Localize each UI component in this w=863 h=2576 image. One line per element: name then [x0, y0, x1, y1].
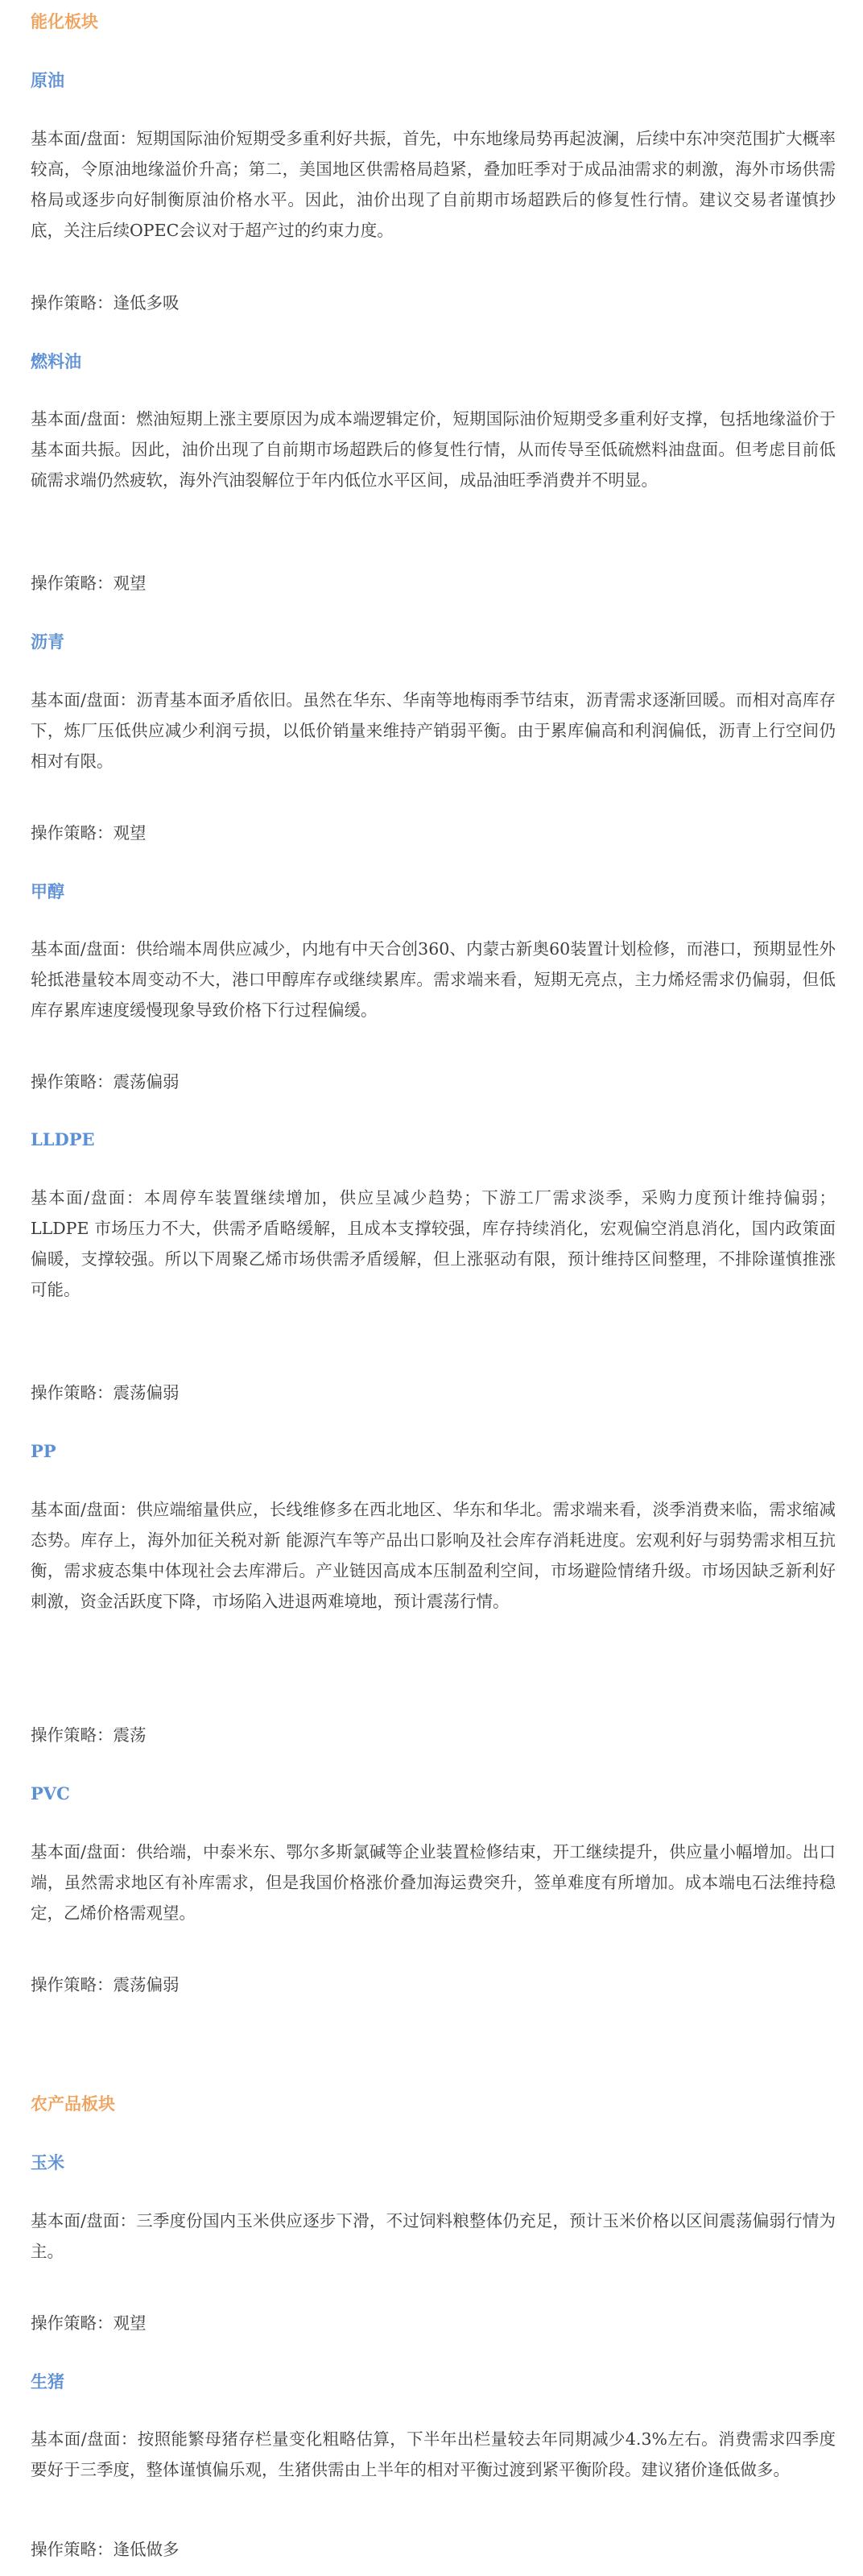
strategy-fuel-oil: 操作策略：观望: [31, 574, 147, 593]
category-pvc: PVC: [31, 1783, 70, 1804]
basis-asphalt: 基本面/盘面：沥青基本面矛盾依旧。虽然在华东、华南等地梅雨季节结束，沥青需求逐渐回暖。而相对高库存下，炼厂压低供应减少利润亏损，以低价销量来维持产销弱平衡。由于累库偏高和利润偏低，沥青上行空间仍相对有限。: [31, 690, 836, 771]
strategy-asphalt: 操作策略：观望: [31, 823, 147, 843]
category-lldpe: LLDPE: [31, 1129, 95, 1149]
basis-pp: 基本面/盘面：供应端缩量供应，长线维修多在西北地区、华东和华北。需求端来看，淡季消费来临，需求缩减态势。库存上，海外加征关税对新 能源汽车等产品出口影响及社会库存消耗进度。宏观利好与弱势需求相互抗衡，需求疲态集中体现社会去库滞后。产业链因高成本压制盈利空间，市场避险情绪升级。市场因缺乏新利好刺激，资金活跃度下降，市场陷入进退两难境地，预计震荡行情。: [31, 1500, 836, 1611]
category-hog: 生猪: [31, 2371, 64, 2392]
strategy-pp: 操作策略：震荡: [31, 1725, 147, 1745]
category-fuel-oil: 燃料油: [31, 351, 81, 371]
basis-lldpe: 基本面/盘面：本周停车装置继续增加，供应呈减少趋势；下游工厂需求淡季，采购力度预计维持偏弱；LLDPE 市场压力不大，供需矛盾略缓解，且成本支撑较强，库存持续消化，宏观偏空消息消化，国内政策面偏暖，支撑较强。所以下周聚乙烯市场供需矛盾缓解，但上涨驱动有限，预计维持区间整理，不排除谨慎推涨可能。: [31, 1188, 836, 1299]
strategy-lldpe: 操作策略：震荡偏弱: [31, 1383, 180, 1402]
strategy-crude-oil: 操作策略：逢低多吸: [31, 293, 180, 313]
strategy-corn: 操作策略：观望: [31, 2313, 147, 2333]
basis-pvc: 基本面/盘面：供给端，中泰米东、鄂尔多斯氯碱等企业装置检修结束，开工继续提升，供应量小幅增加。出口端，虽然需求地区有补库需求，但是我国价格涨价叠加海运费突升，签单难度有所增加。成本端电石法维持稳定，乙烯价格需观望。: [31, 1842, 836, 1923]
category-crude-oil: 原油: [31, 70, 64, 90]
basis-methanol: 基本面/盘面：供给端本周供应减少，内地有中天合创360、内蒙古新奥60装置计划检修，而港口，预期显性外轮抵港量较本周变动不大，港口甲醇库存或继续累库。需求端来看，短期无亮点，主力烯烃需求仍偏弱，但低库存累库速度缓慢现象导致价格下行过程偏缓。: [31, 939, 836, 1020]
basis-corn: 基本面/盘面：三季度份国内玉米供应逐步下滑，不过饲料粮整体仍充足，预计玉米价格以区间震荡偏弱行情为主。: [31, 2211, 836, 2261]
energy-sector-title: 能化板块: [31, 11, 98, 31]
category-corn: 玉米: [31, 2152, 64, 2172]
agri-sector-title: 农产品板块: [31, 2094, 115, 2114]
category-asphalt: 沥青: [31, 632, 64, 652]
basis-fuel-oil: 基本面/盘面：燃油短期上涨主要原因为成本端逻辑定价，短期国际油价短期受多重利好支撑，包括地缘溢价于基本面共振。因此，油价出现了自前期市场超跌后的修复性行情，从而传导至低硫燃料油盘面。但考虑目前低硫需求端仍然疲软，海外汽油裂解位于年内低位水平区间，成品油旺季消费并不明显。: [31, 409, 836, 490]
strategy-pvc: 操作策略：震荡偏弱: [31, 1975, 180, 1994]
strategy-methanol: 操作策略：震荡偏弱: [31, 1072, 180, 1091]
basis-crude-oil: 基本面/盘面：短期国际油价短期受多重利好共振，首先，中东地缘局势再起波澜，后续中东冲突范围扩大概率较高，令原油地缘溢价升高；第二，美国地区供需格局趋紧，叠加旺季对于成品油需求的刺激，海外市场供需格局或逐步向好制衡原油价格水平。因此，油价出现了自前期市场超跌后的修复性行情。建议交易者谨慎抄底，关注后续OPEC会议对于超产过的约束力度。: [31, 129, 836, 240]
strategy-hog: 操作策略：逢低做多: [31, 2540, 180, 2559]
basis-hog: 基本面/盘面：按照能繁母猪存栏量变化粗略估算，下半年出栏量较去年同期减少4.3%左右。消费需求四季度要好于三季度，整体谨慎偏乐观，生猪供需由上半年的相对平衡过渡到紧平衡阶段。建议猪价逢低做多。: [31, 2429, 836, 2479]
category-methanol: 甲醇: [31, 881, 64, 901]
category-pp: PP: [31, 1441, 56, 1461]
